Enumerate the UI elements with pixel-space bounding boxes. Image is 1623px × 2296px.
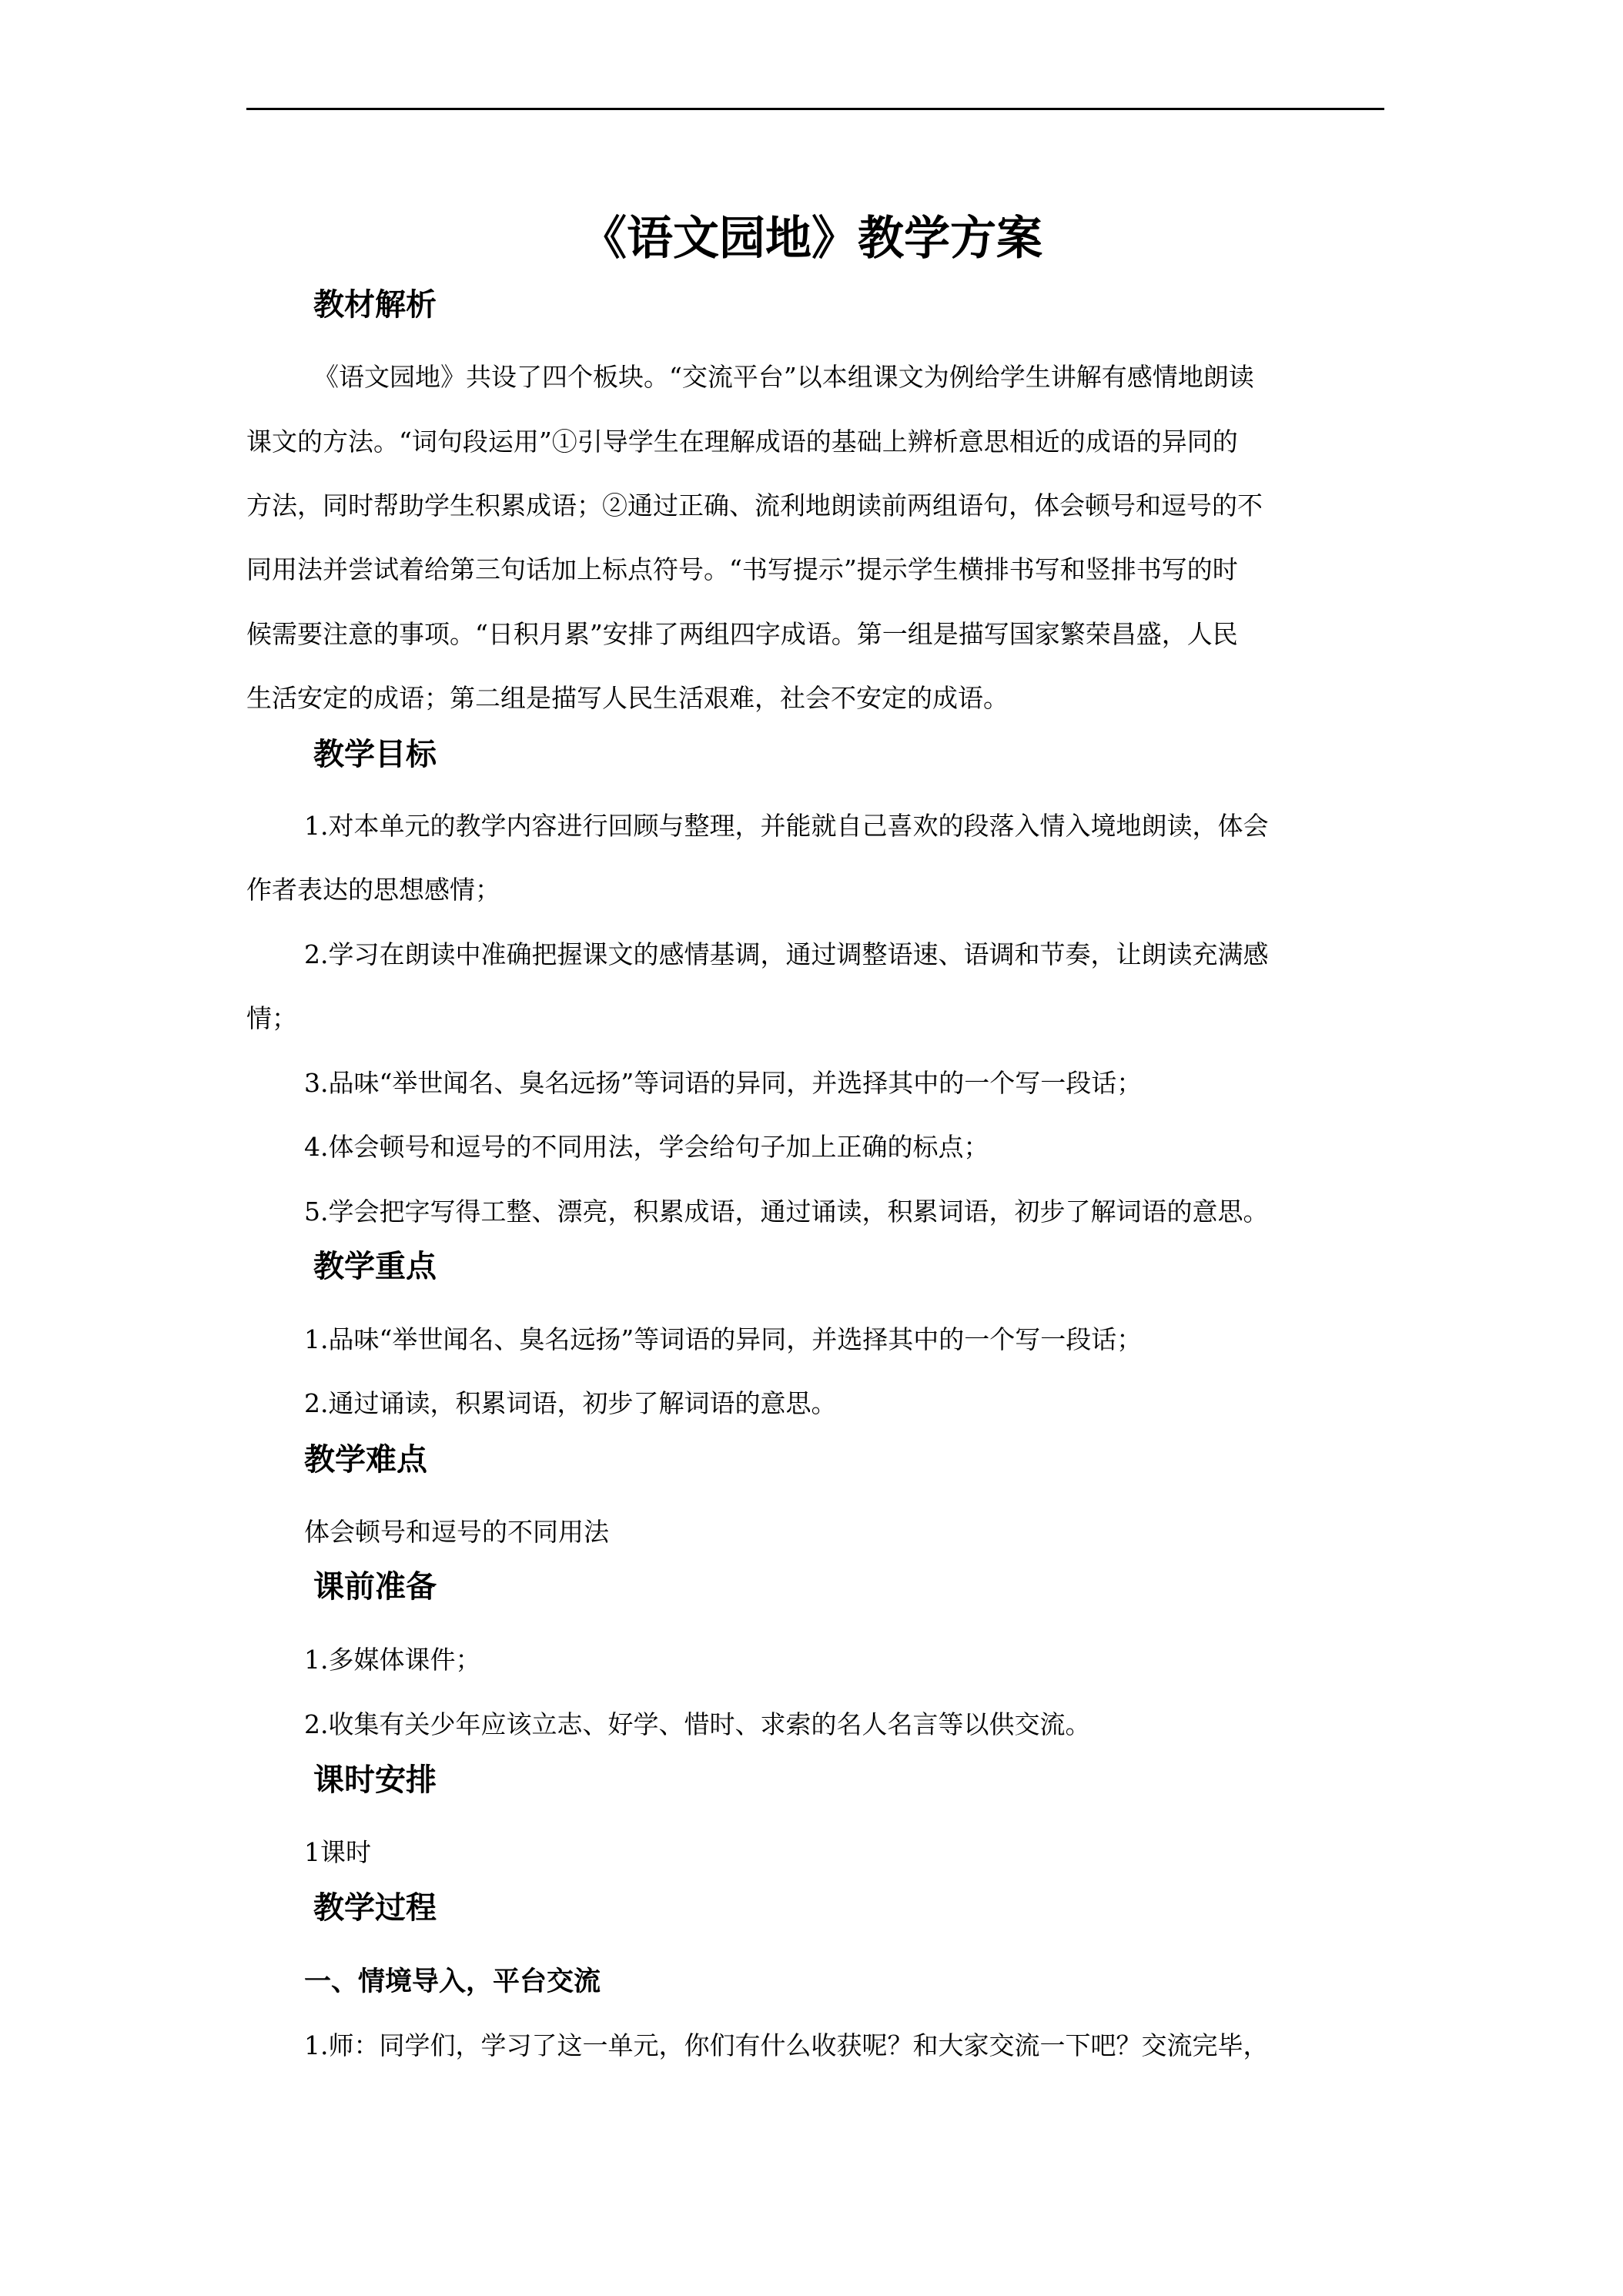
analysis-line: 同用法并尝试着给第三句话加上标点符号。“书写提示”提示学生横排书写和竖排书写的时 <box>246 554 1238 584</box>
schedule-line: 1课时 <box>304 1837 371 1867</box>
heading-analysis: 教材解析 <box>313 287 437 323</box>
process-line: 1.师：同学们，学习了这一单元，你们有什么收获呢？和大家交流一下吧？交流完毕， <box>304 2030 1269 2060</box>
preparation-line: 1.多媒体课件； <box>304 1645 481 1675</box>
analysis-line: 生活安定的成语；第二组是描写人民生活艰难，社会不安定的成语。 <box>246 683 1009 713</box>
analysis-line: 课文的方法。“词句段运用”①引导学生在理解成语的基础上辨析意思相近的成语的异同的 <box>246 427 1238 457</box>
goals-line: 3.品味“举世闻名、臭名远扬”等词语的异同，并选择其中的一个写一段话； <box>304 1068 1143 1098</box>
heading-key-points: 教学重点 <box>313 1249 437 1284</box>
key-points-line: 1.品味“举世闻名、臭名远扬”等词语的异同，并选择其中的一个写一段话； <box>304 1324 1143 1354</box>
goals-line: 4.体会顿号和逗号的不同用法，学会给句子加上正确的标点； <box>304 1132 989 1162</box>
analysis-line: 候需要注意的事项。“日积月累”安排了两组四字成语。第一组是描写国家繁荣昌盛，人民 <box>246 619 1238 649</box>
preparation-line: 2.收集有关少年应该立志、好学、惜时、求索的名人名言等以供交流。 <box>304 1709 1091 1739</box>
heading-goals: 教学目标 <box>313 737 437 772</box>
header-rule <box>246 108 1384 110</box>
heading-process: 教学过程 <box>313 1890 437 1926</box>
document-title: 《语文园地》教学方案 <box>581 212 1042 266</box>
key-points-line: 2.通过诵读，积累词语，初步了解词语的意思。 <box>304 1388 837 1418</box>
difficulties-line: 体会顿号和逗号的不同用法 <box>304 1517 609 1547</box>
process-subheading: 一、情境导入，平台交流 <box>304 1966 601 1997</box>
heading-schedule: 课时安排 <box>313 1762 437 1798</box>
heading-difficulties: 教学难点 <box>304 1442 427 1478</box>
analysis-line: 方法，同时帮助学生积累成语；②通过正确、流利地朗读前两组语句，体会顿号和逗号的不 <box>246 490 1263 520</box>
analysis-line: 《语文园地》共设了四个板块。“交流平台”以本组课文为例给学生讲解有感情地朗读 <box>313 362 1254 392</box>
goals-line: 1.对本单元的教学内容进行回顾与整理，并能就自己喜欢的段落入情入境地朗读，体会 <box>304 811 1269 841</box>
heading-preparation: 课前准备 <box>313 1569 437 1605</box>
goals-line: 情； <box>246 1003 297 1033</box>
goals-line: 5.学会把字写得工整、漂亮，积累成语，通过诵读，积累词语，初步了解词语的意思。 <box>304 1197 1269 1227</box>
goals-line: 作者表达的思想感情； <box>246 875 500 905</box>
goals-line: 2.学习在朗读中准确把握课文的感情基调，通过调整语速、语调和节奏，让朗读充满感 <box>304 939 1269 969</box>
